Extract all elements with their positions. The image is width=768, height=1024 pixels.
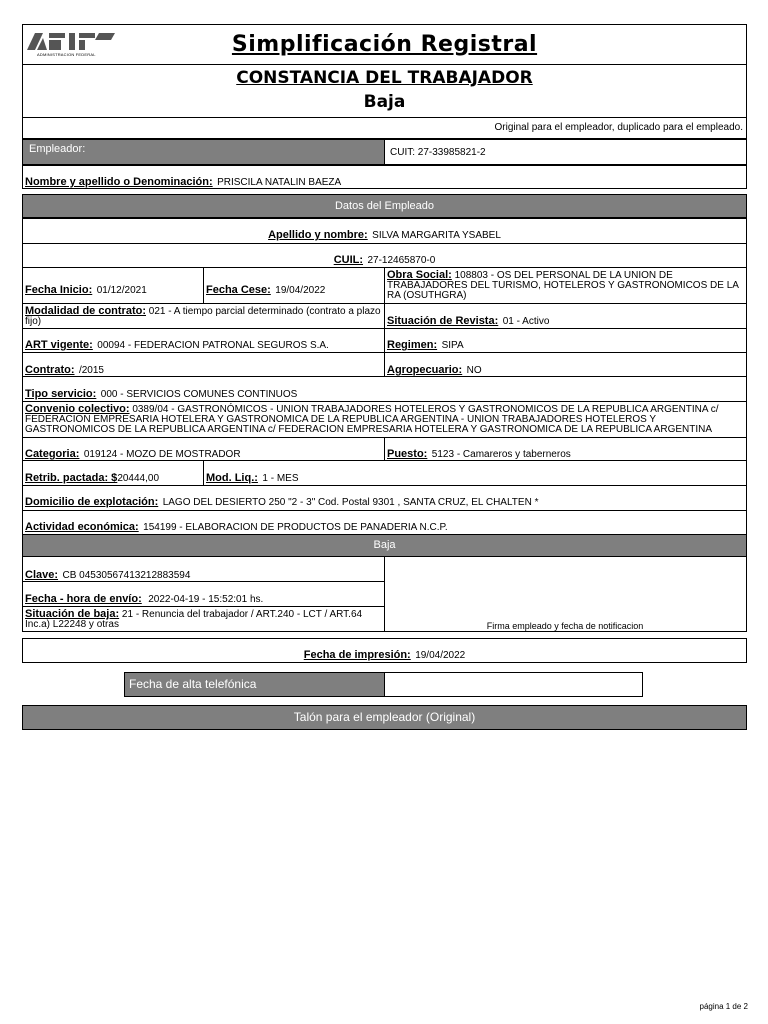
baja-section-header: Baja bbox=[22, 534, 747, 557]
fecha-envio-field bbox=[25, 589, 263, 607]
document-kind: Baja bbox=[363, 92, 406, 112]
actividad-value: 154199 - ELABORACION DE PRODUCTOS DE PANADERIA N.C.P. bbox=[143, 522, 448, 533]
situacion-revista-value: 01 - Activo bbox=[502, 316, 550, 327]
obra-social-value: 108803 - OS DEL PERSONAL DE LA UNION DE TRABAJADORES DEL TURISMO, HOTELEROS Y GASTRONOMICOS DE LA RA (OSUTHGRA) bbox=[387, 270, 739, 301]
modliq-field bbox=[206, 468, 299, 486]
obra-social-field bbox=[387, 270, 745, 301]
modliq-value: 1 - MES bbox=[262, 473, 299, 484]
employee-section-header: Datos del Empleado bbox=[22, 194, 747, 218]
puesto-label: Puesto: bbox=[387, 448, 428, 460]
categoria-value: 019124 - MOZO DE MOSTRADOR bbox=[83, 449, 241, 460]
convenio-value: 0389/04 - GASTRONÓMICOS - UNION TRABAJADORES HOTELEROS Y GASTRONOMICOS DE LA REPUBLICA ARGENTINA c/ FEDERACION EMPRESARIA HOTELERA Y GASTRONOMICA DE LA REPUBLICA ARGENTINA - UNION TRABAJADORES HOTELEROS Y GASTRONOMICOS DE LA REPUBLICA ARGENTINA c/ FEDERACION EMPRESARIA HOTELERA Y GASTRONOMICA DE LA REPUBLICA ARGENTINA bbox=[25, 404, 719, 435]
retribucion-label: Retrib. pactada: $ bbox=[25, 472, 118, 484]
talon-banner: Talón para el empleador (Original) bbox=[22, 705, 747, 730]
afip-logo-subtitle: ADMINISTRACION FEDERAL bbox=[37, 52, 96, 57]
agropecuario-label: Agropecuario: bbox=[387, 364, 463, 376]
regimen-field bbox=[387, 335, 464, 353]
contrato-value: /2015 bbox=[78, 365, 104, 376]
fecha-cese-label: Fecha Cese: bbox=[206, 284, 271, 296]
fecha-envio-value: 2022-04-19 - 15:52:01 hs. bbox=[148, 594, 264, 605]
employer-cuit: CUIT: 27-33985821-2 bbox=[390, 147, 486, 158]
divider bbox=[22, 64, 747, 65]
tipo-servicio-label: Tipo servicio: bbox=[25, 388, 97, 400]
divider bbox=[203, 460, 204, 486]
tipo-servicio-field bbox=[25, 384, 297, 402]
divider bbox=[384, 328, 385, 353]
regimen-value: SIPA bbox=[441, 340, 464, 351]
domicilio-label: Domicilio de explotación: bbox=[25, 496, 159, 508]
apellido-field bbox=[22, 225, 747, 243]
art-field bbox=[25, 335, 329, 353]
document-subtitle: CONSTANCIA DEL TRABAJADOR bbox=[236, 68, 533, 88]
art-value: 00094 - FEDERACION PATRONAL SEGUROS S.A. bbox=[97, 340, 329, 351]
contrato-label: Contrato: bbox=[25, 364, 75, 376]
art-label: ART vigente: bbox=[25, 339, 93, 351]
cuil-value: 27-12465870-0 bbox=[367, 255, 436, 266]
divider bbox=[203, 267, 204, 304]
clave-label: Clave: bbox=[25, 569, 59, 581]
cuil-field bbox=[22, 250, 747, 268]
situacion-baja-field bbox=[25, 609, 381, 630]
alta-telefonica-label: Fecha de alta telefónica bbox=[125, 673, 384, 696]
alta-telefonica-input[interactable] bbox=[385, 673, 642, 696]
apellido-label: Apellido y nombre: bbox=[268, 229, 368, 241]
employer-label: Empleador: bbox=[29, 143, 86, 155]
fecha-cese-field bbox=[206, 280, 325, 298]
divider bbox=[384, 139, 385, 165]
fecha-inicio-label: Fecha Inicio: bbox=[25, 284, 93, 296]
situacion-baja-label: Situación de baja: bbox=[25, 608, 120, 620]
puesto-value: 5123 - Camareros y taberneros bbox=[431, 449, 571, 460]
convenio-field bbox=[25, 404, 745, 435]
regimen-label: Regimen: bbox=[387, 339, 438, 351]
apellido-value: SILVA MARGARITA YSABEL bbox=[372, 230, 501, 241]
situacion-revista-field bbox=[387, 311, 549, 329]
modalidad-label: Modalidad de contrato: bbox=[25, 305, 146, 317]
domicilio-value: LAGO DEL DESIERTO 250 "2 - 3" Cod. Postal 9301 , SANTA CRUZ, EL CHALTEN * bbox=[162, 497, 539, 508]
page-number: página 1 de 2 bbox=[699, 1002, 748, 1011]
fecha-inicio-value: 01/12/2021 bbox=[96, 285, 147, 296]
fecha-cese-value: 19/04/2022 bbox=[275, 285, 326, 296]
copy-note: Original para el empleador, duplicado para el empleado. bbox=[494, 122, 743, 133]
fecha-impresion-value: 19/04/2022 bbox=[415, 650, 466, 661]
retribucion-field bbox=[25, 468, 159, 486]
situacion-revista-label: Situación de Revista: bbox=[387, 315, 499, 327]
firma-label: Firma empleado y fecha de notificacion bbox=[486, 621, 644, 631]
modliq-label: Mod. Liq.: bbox=[206, 472, 258, 484]
fecha-impresion-label: Fecha de impresión: bbox=[303, 649, 411, 661]
divider bbox=[384, 437, 385, 461]
categoria-label: Categoria: bbox=[25, 448, 80, 460]
retribucion-value: 20444,00 bbox=[117, 473, 160, 484]
cuil-label: CUIL: bbox=[333, 254, 364, 266]
domicilio-field bbox=[25, 492, 538, 510]
employer-name-value: PRISCILA NATALIN BAEZA bbox=[217, 177, 342, 188]
fecha-envio-label: Fecha - hora de envío: bbox=[25, 593, 142, 605]
fecha-inicio-field bbox=[25, 280, 147, 298]
page-title: Simplificación Registral bbox=[231, 32, 538, 57]
divider bbox=[384, 352, 385, 377]
actividad-label: Actividad económica: bbox=[25, 521, 139, 533]
obra-social-label: Obra Social: bbox=[387, 269, 452, 281]
convenio-label: Convenio colectivo: bbox=[25, 403, 130, 415]
fecha-impresion-field bbox=[22, 645, 747, 663]
clave-field bbox=[25, 565, 190, 583]
divider bbox=[384, 303, 385, 329]
agropecuario-value: NO bbox=[466, 365, 482, 376]
employer-name-label: Nombre y apellido o Denominación: bbox=[25, 176, 213, 188]
situacion-baja-value: 21 - Renuncia del trabajador / ART.240 - LCT / ART.64 Inc.a) L22248 y otras bbox=[25, 609, 363, 630]
divider bbox=[384, 267, 385, 304]
actividad-field bbox=[25, 517, 448, 535]
modalidad-field bbox=[25, 306, 381, 327]
clave-value: CB 04530567413212883594 bbox=[62, 570, 191, 581]
modalidad-value: 021 - A tiempo parcial determinado (contrato a plazo fijo) bbox=[25, 306, 381, 327]
tipo-servicio-value: 000 - SERVICIOS COMUNES CONTINUOS bbox=[100, 389, 298, 400]
employer-name-field bbox=[25, 172, 341, 190]
